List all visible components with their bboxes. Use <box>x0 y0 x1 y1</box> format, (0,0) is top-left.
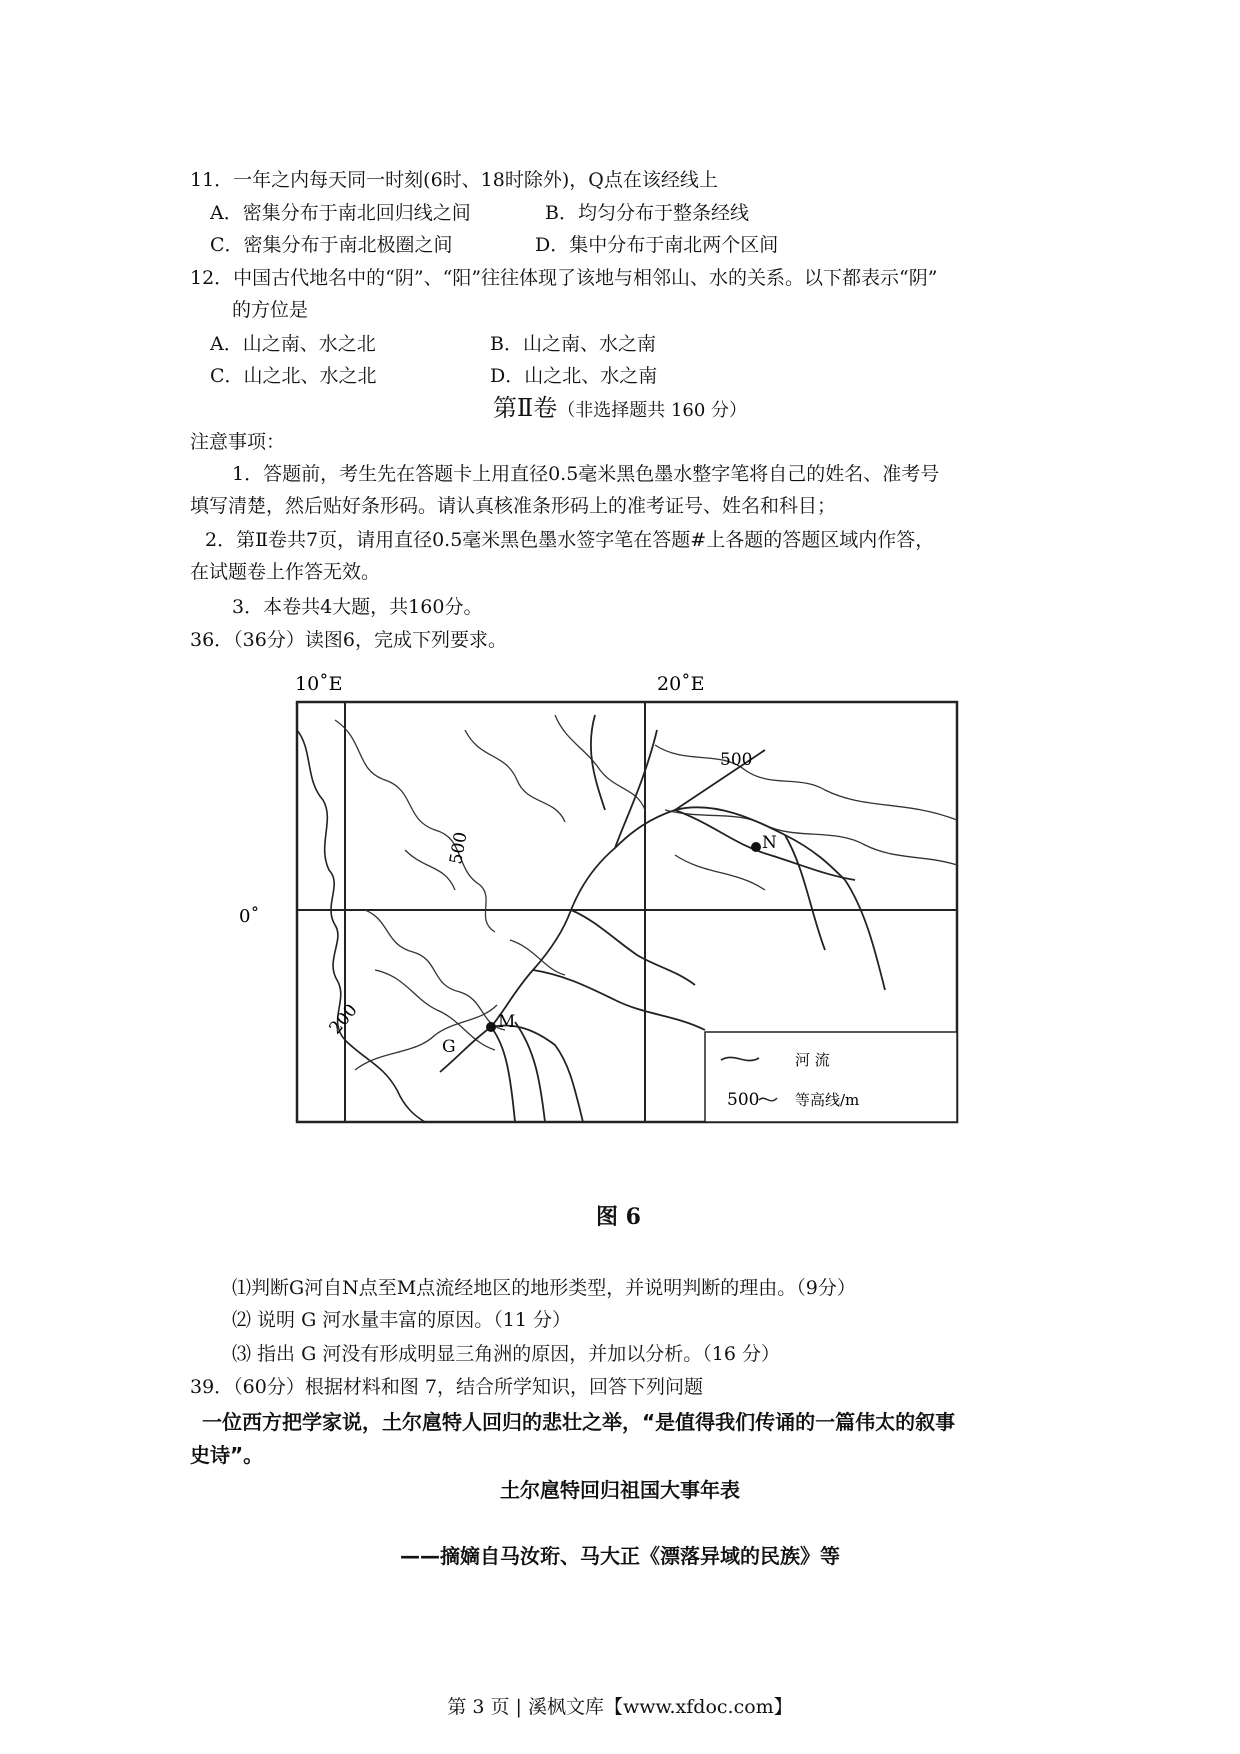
contour-label-500-east: 500 <box>720 750 753 770</box>
notice-1-line1: 1．答题前，考生先在答题卡上用直径0.5毫米黑色墨水整字笔将自己的姓名、准考号 <box>232 463 940 485</box>
point-n-label: N <box>762 833 777 853</box>
section2-heading <box>0 396 1240 423</box>
contour-label-500-west: 500 <box>446 830 472 866</box>
notice-3: 3．本卷共4大题，共160分。 <box>232 596 483 618</box>
q12-option-d: D．山之北、水之南 <box>490 365 658 387</box>
q11-option-b: B．均匀分布于整条经线 <box>545 202 749 224</box>
notice-2-line1: 2．第Ⅱ卷共7页，请用直径0.5毫米黑色墨水签字笔在答题#上各题的答题区域内作答， <box>205 529 935 551</box>
point-m-label: M <box>498 1012 516 1032</box>
figure-6-map <box>239 670 985 1174</box>
section2-subtitle: （非选择题共 160 分） <box>557 400 748 421</box>
lon-label-10e: 10˚E <box>295 673 343 695</box>
lon-label-20e: 20˚E <box>657 673 705 695</box>
q12-stem-line2: 的方位是 <box>232 299 309 321</box>
lat-label-equator: 0˚ <box>239 906 260 927</box>
figure-6-caption: 图 6 <box>596 1204 641 1230</box>
notice-heading: 注意事项： <box>190 431 286 453</box>
legend-contour-label: 等高线/m <box>795 1091 860 1109</box>
point-n-marker <box>751 842 761 852</box>
map-legend <box>705 1032 957 1122</box>
q12-stem-line1: 12．中国古代地名中的“阴”、“阳”往往体现了该地与相邻山、水的关系。以下都表示“阴” <box>190 267 938 289</box>
q12-option-b: B．山之南、水之南 <box>490 333 656 355</box>
q36-sub1: ⑴判断G河自N点至M点流经地区的地形类型，并说明判断的理由。（9分） <box>232 1277 856 1299</box>
q36-sub2: ⑵ 说明 G 河水量丰富的原因。（11 分） <box>232 1309 572 1331</box>
river-g-label: G <box>442 1037 456 1057</box>
q36-stem: 36．（36分）读图6，完成下列要求。 <box>190 629 507 651</box>
q11-option-d: D．集中分布于南北两个区间 <box>535 234 779 256</box>
q11-option-a: A．密集分布于南北回归线之间 <box>210 202 471 224</box>
legend-contour-value: 500 <box>727 1090 760 1110</box>
q11-stem: 11．一年之内每天同一时刻(6时、18时除外)，Q点在该经线上 <box>190 169 718 191</box>
q39-table-title: 土尔扈特回归祖国大事年表 <box>500 1478 740 1502</box>
coastline <box>297 730 425 1122</box>
map-svg <box>239 670 985 1170</box>
q12-option-a: A．山之南、水之北 <box>210 333 376 355</box>
contour-lines <box>335 715 645 1070</box>
legend-river-label: 河 流 <box>795 1051 830 1069</box>
q12-option-c: C．山之北、水之北 <box>210 365 377 387</box>
notice-2-line2: 在试题卷上作答无效。 <box>190 561 381 583</box>
contour-label-200: 200 <box>325 1000 362 1039</box>
q39-quote-line2: 史诗”。 <box>190 1443 264 1467</box>
q39-stem: 39．（60分）根据材料和图 7，结合所学知识，回答下列问题 <box>190 1376 703 1398</box>
q39-source: ——摘嫡自马汝珩、马大正《漂落异域的民族》等 <box>400 1544 840 1568</box>
section2-title: 第Ⅱ卷 <box>492 394 558 422</box>
point-m-marker <box>486 1022 496 1032</box>
page-footer: 第 3 页 | 溪枫文库【www.xfdoc.com】 <box>447 1696 793 1718</box>
contour-lines-east <box>655 745 957 890</box>
q11-option-c: C．密集分布于南北极圈之间 <box>210 234 453 256</box>
q36-sub3: ⑶ 指出 G 河没有形成明显三角洲的原因，并加以分析。（16 分） <box>232 1343 781 1365</box>
notice-1-line2: 填写清楚，然后贴好条形码。请认真核准条形码上的准考证号、姓名和科目； <box>190 495 837 517</box>
q39-quote-line1: 一位西方把学家说，土尔扈特人回归的悲壮之举，“是值得我们传诵的一篇伟太的叙事 <box>202 1410 956 1434</box>
